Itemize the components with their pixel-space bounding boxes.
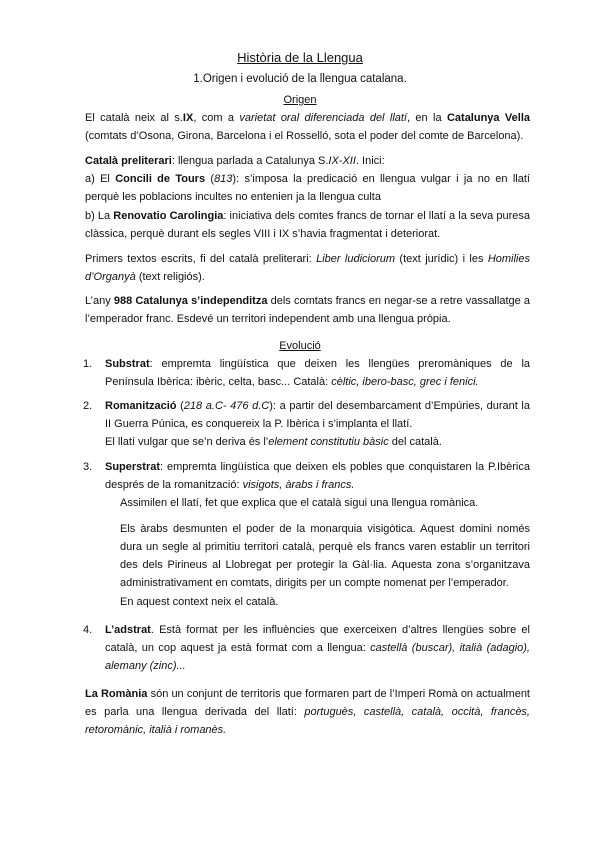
origen-paragraph-4: L’any 988 Catalunya s’independitza dels comtats francs en negar-se a retre vassallatge a l’emperador franc. Esdevé un territori independent amb una llengua pròpia. xyxy=(85,295,530,325)
document-title: Història de la Llengua xyxy=(237,50,363,65)
list-item-superstrat xyxy=(83,458,530,494)
origen-paragraph-2b: b) La Renovatio Carolingia: iniciativa dels comtes francs de tornar el llatí a la seva puresa clàssica, perquè durant els segles VIII i IX s’havia fragmentat i deteriorat. xyxy=(85,210,530,240)
romanitzacio-text: Romanització (218 a.C- 476 d.C): a partir del desembarcament d’Empúries, durant la II Guerra Púnica, es conquereix la P. Ibèrica i s’implanta el llatí. xyxy=(105,400,530,430)
romanitzacio-note: El llatí vulgar que se’n deriva és l’element constitutiu bàsic del català. xyxy=(105,436,442,448)
list-number: 4. xyxy=(83,624,93,636)
list-item-adstrat xyxy=(83,621,530,675)
origen-paragraph-2: Català preliterari: llengua parlada a Catalunya S.IX-XII. Inici: xyxy=(85,155,385,167)
list-number: 2. xyxy=(83,400,93,412)
list-number: 1. xyxy=(83,358,93,370)
superstrat-text: Superstrat: empremta lingüística que deixen els pobles que conquistaren la P.Ibèrica després de la romanització: visigots, àrabs i francs. xyxy=(105,461,530,491)
list-number: 3. xyxy=(83,461,93,473)
origen-paragraph-1: El català neix al s.IX, com a varietat oral diferenciada del llatí, en la Catalunya Vella (comtats d’Osona, Girona, Barcelona i el Rosselló, sota el poder del comte de Barcelona). xyxy=(85,112,530,142)
superstrat-note-2: Els àrabs desmunten el poder de la monarquia visigòtica. Aquest domini només dura un segle al primitiu territori català, perquè els francs varen establir un territori des dels Pirineus al Llobregat per protegir la Gàl·lia. Aquesta zona s’organitzava administrativament en comtats, dirigits per un compte nomenat per l’emperador. xyxy=(120,523,530,589)
evolucio-heading: Evolució xyxy=(279,340,321,352)
origen-paragraph-2a: a) El Concili de Tours (813): s’imposa la predicació en llengua vulgar i ja no en llatí perquè les poblacions incultes no entenien ja la llengua culta xyxy=(85,173,530,203)
adstrat-text: L’adstrat. Està format per les influències que exerceixen d’altres llengües sobre el català, un cop aquest ja està format com a llengua: castellà (buscar), italià (adagio), alemany (zinc)... xyxy=(105,624,530,672)
superstrat-note-3: En aquest context neix el català. xyxy=(120,596,279,608)
origen-heading: Origen xyxy=(283,94,317,106)
list-item-romanitzacio xyxy=(83,397,530,451)
romania-paragraph: La Romània són un conjunt de territoris que formaren part de l’Imperi Romà on actualment es parla una llengua derivada del llatí: portuguès, castellà, català, occità, francès, retoromànic, italià i romanès. xyxy=(85,688,530,736)
superstrat-note-1: Assimilen el llatí, fet que explica que el català sigui una llengua romànica. xyxy=(120,497,479,509)
list-item-substrat xyxy=(83,355,530,391)
origen-paragraph-3: Primers textos escrits, fi del català preliterari: Liber ludiciorum (text jurídic) i les Homilies d’Organyà (text religiós). xyxy=(85,253,530,283)
section-title: 1.Origen i evolució de la llengua catalana. xyxy=(193,73,407,85)
substrat-text: Substrat: empremta lingüística que deixen les llengües preromàniques de la Península Ibèrica: ibèric, celta, basc... Català: cèltic, ibero-basc, grec i fenici. xyxy=(105,358,530,388)
